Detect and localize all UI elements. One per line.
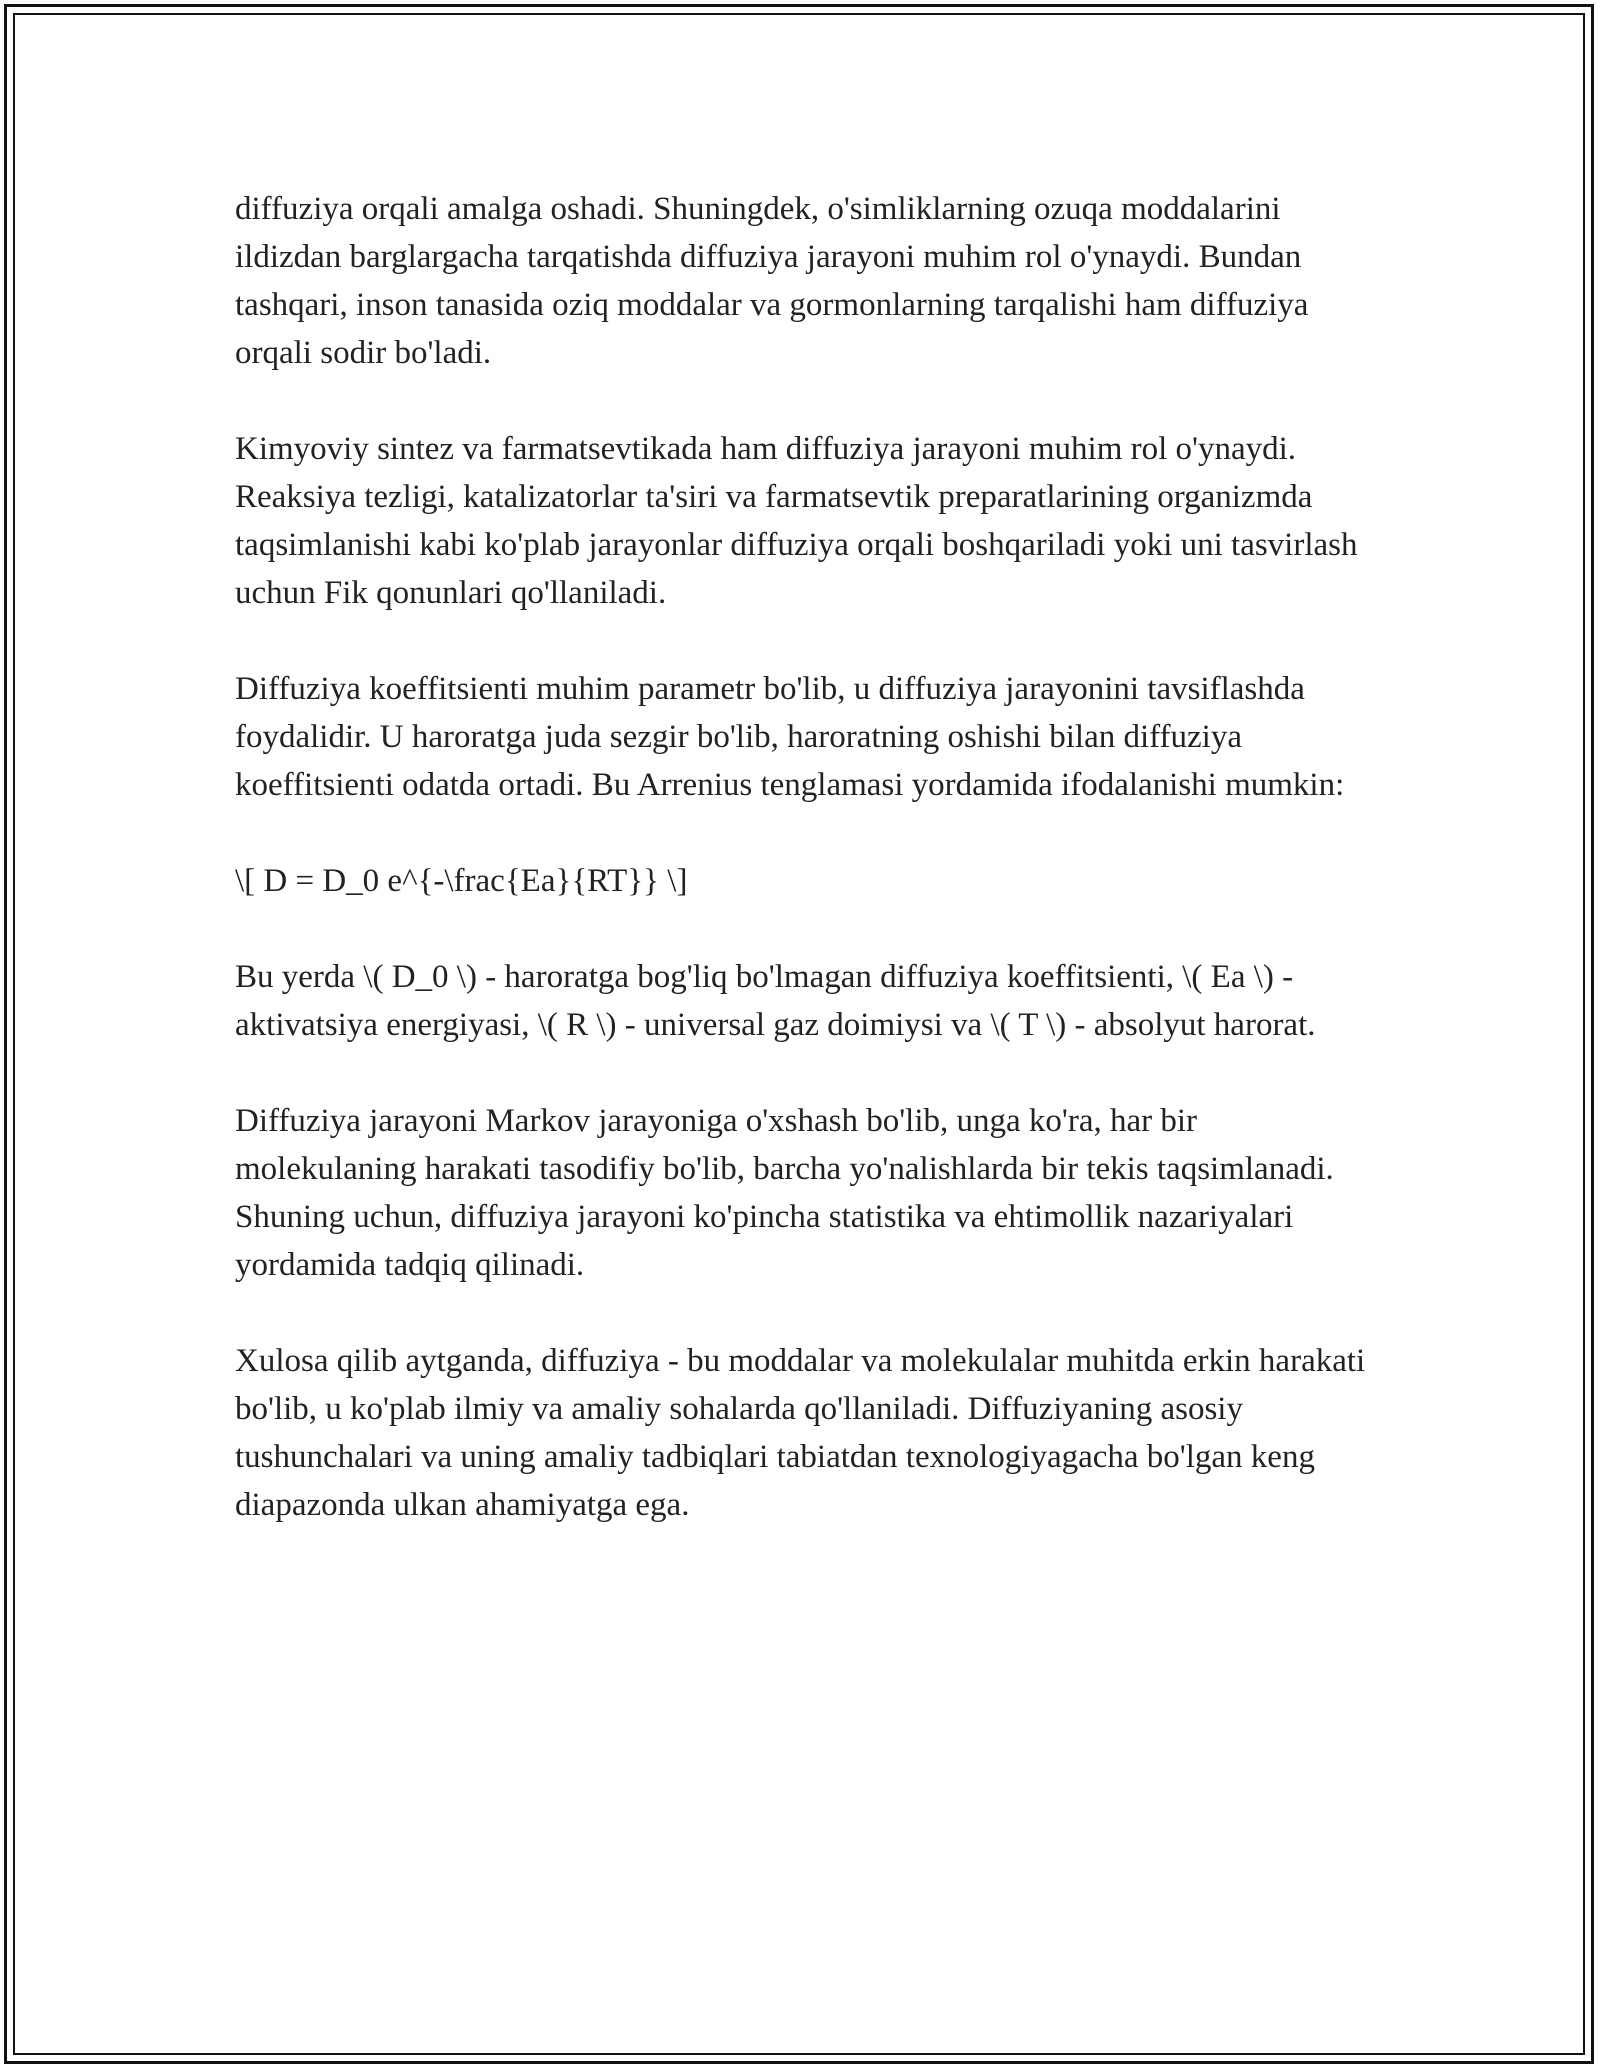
paragraph-4: Bu yerda \( D_0 \) - haroratga bog'liq bo'lmagan diffuziya koeffitsienti, \( Ea \) - aktivatsiya energiyasi, \( R \) - universal gaz doimiysi va \( T \) - absolyut harorat. — [235, 959, 1316, 1043]
paragraph-5: Diffuziya jarayoni Markov jarayoniga o'xshash bo'lib, unga ko'ra, har bir molekulaning harakati tasodifiy bo'lib, barcha yo'nalishlarda bir tekis taqsimlanadi. Shuning uchun, diffuziya jarayoni ko'pincha statistika va ehtimollik nazariyalari yordamida tadqiq qilinadi. — [235, 1103, 1334, 1283]
paragraph-6: Xulosa qilib aytganda, diffuziya - bu moddalar va molekulalar muhitda erkin harakati bo'lib, u ko'plab ilmiy va amaliy sohalarda qo'llaniladi. Diffuziyaning asosiy tushunchalari va uning amaliy tadbiqlari tabiatdan texnologiyagacha bo'lgan keng diapazonda ulkan ahamiyatga ega. — [235, 1343, 1366, 1523]
paragraph-1: diffuziya orqali amalga oshadi. Shuningdek, o'simliklarning ozuqa moddalarini ildizdan barglargacha tarqatishda diffuziya jarayoni muhim rol o'ynaydi. Bundan tashqari, inson tanasida oziq moddalar va gormonlarning tarqalishi ham diffuziya orqali sodir bo'ladi. — [235, 191, 1309, 371]
paragraph-2: Kimyoviy sintez va farmatsevtikada ham diffuziya jarayoni muhim rol o'ynaydi. Reaksiya tezligi, katalizatorlar ta'siri va farmatsevtik preparatlarining organizmda taqsimlanishi kabi ko'plab jarayonlar diffuziya orqali boshqariladi yoki uni tasvirlash uchun Fik qonunlari qo'llaniladi. — [235, 431, 1358, 611]
equation-line: \[ D = D_0 e^{-\frac{Ea}{RT}} \] — [235, 863, 688, 899]
document-body — [235, 185, 1385, 1577]
paragraph-3: Diffuziya koeffitsienti muhim parametr bo'lib, u diffuziya jarayonini tavsiflashda foydalidir. U haroratga juda sezgir bo'lib, haroratning oshishi bilan diffuziya koeffitsienti odatda ortadi. Bu Arrenius tenglamasi yordamida ifodalanishi mumkin: — [235, 671, 1345, 803]
